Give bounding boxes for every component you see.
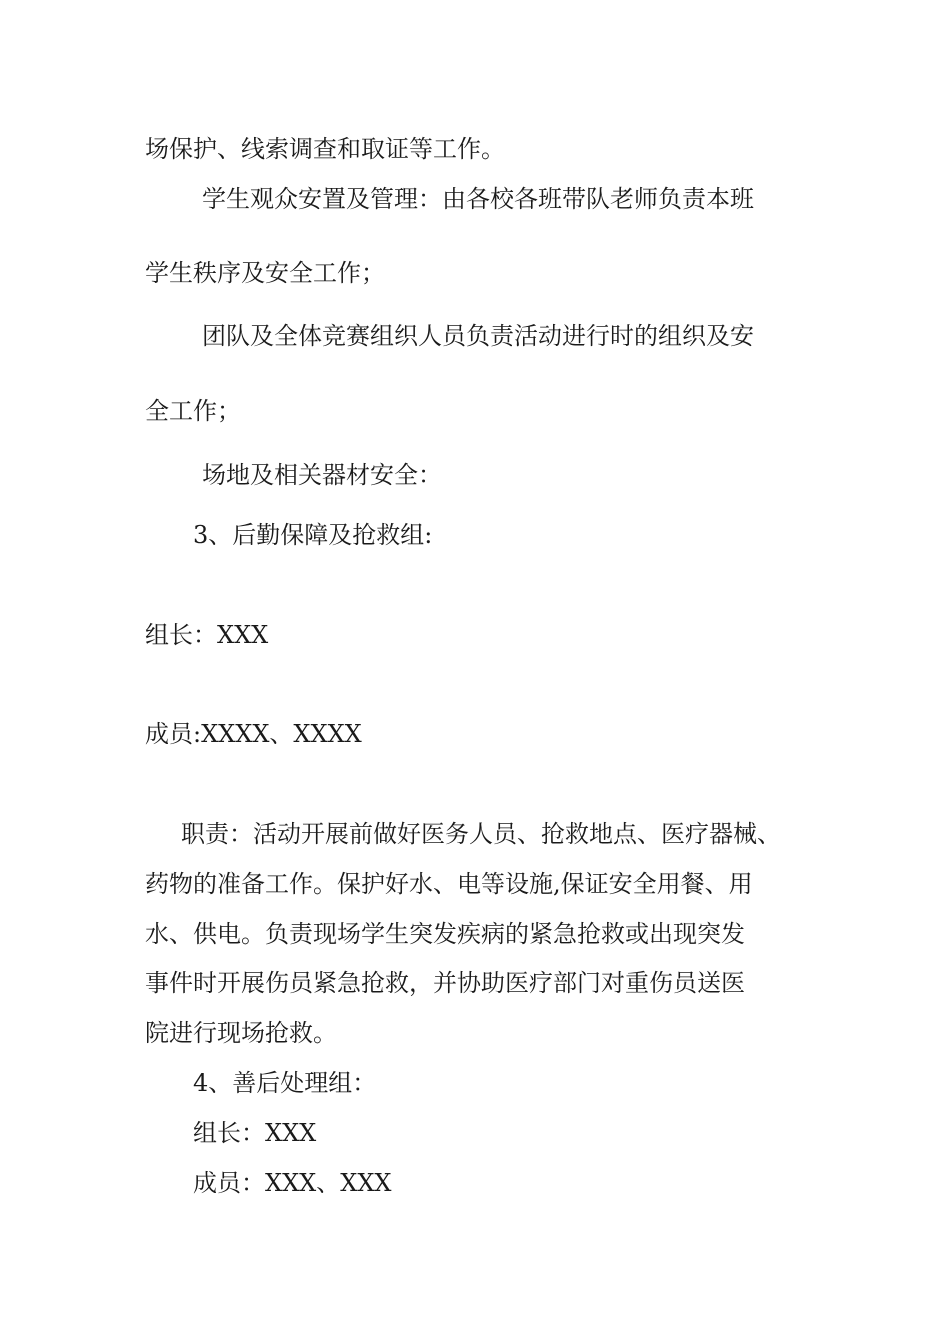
text-line-7: 3、后勤保障及抢救组: (193, 521, 433, 549)
text-line-5: 全工作； (145, 397, 241, 425)
text-line-8: 组长：XXX (145, 621, 269, 649)
text-line-3: 学生秩序及安全工作； (145, 259, 385, 287)
text-line-4: 团队及全体竞赛组织人员负责活动进行时的组织及安 (202, 322, 754, 350)
text-line-11: 药物的准备工作。保护好水、电等设施,保证安全用餐、用 (145, 870, 753, 898)
text-line-2: 学生观众安置及管理：由各校各班带队老师负责本班 (202, 185, 754, 213)
text-line-15: 4、善后处理组： (193, 1069, 377, 1097)
text-line-14: 院进行现场抢救。 (145, 1019, 337, 1047)
text-line-13: 事件时开展伤员紧急抢救，并协助医疗部门对重伤员送医 (145, 969, 745, 997)
text-line-17: 成员：XXX、XXX (193, 1169, 392, 1197)
text-line-10: 职责：活动开展前做好医务人员、抢救地点、医疗器械、 (181, 820, 781, 848)
text-line-6: 场地及相关器材安全： (202, 461, 442, 489)
text-line-12: 水、供电。负责现场学生突发疾病的紧急抢救或出现突发 (145, 920, 745, 948)
text-line-9: 成员:XXXX、XXXX (145, 720, 362, 748)
text-line-16: 组长：XXX (193, 1119, 317, 1147)
text-line-1: 场保护、线索调查和取证等工作。 (145, 135, 505, 163)
